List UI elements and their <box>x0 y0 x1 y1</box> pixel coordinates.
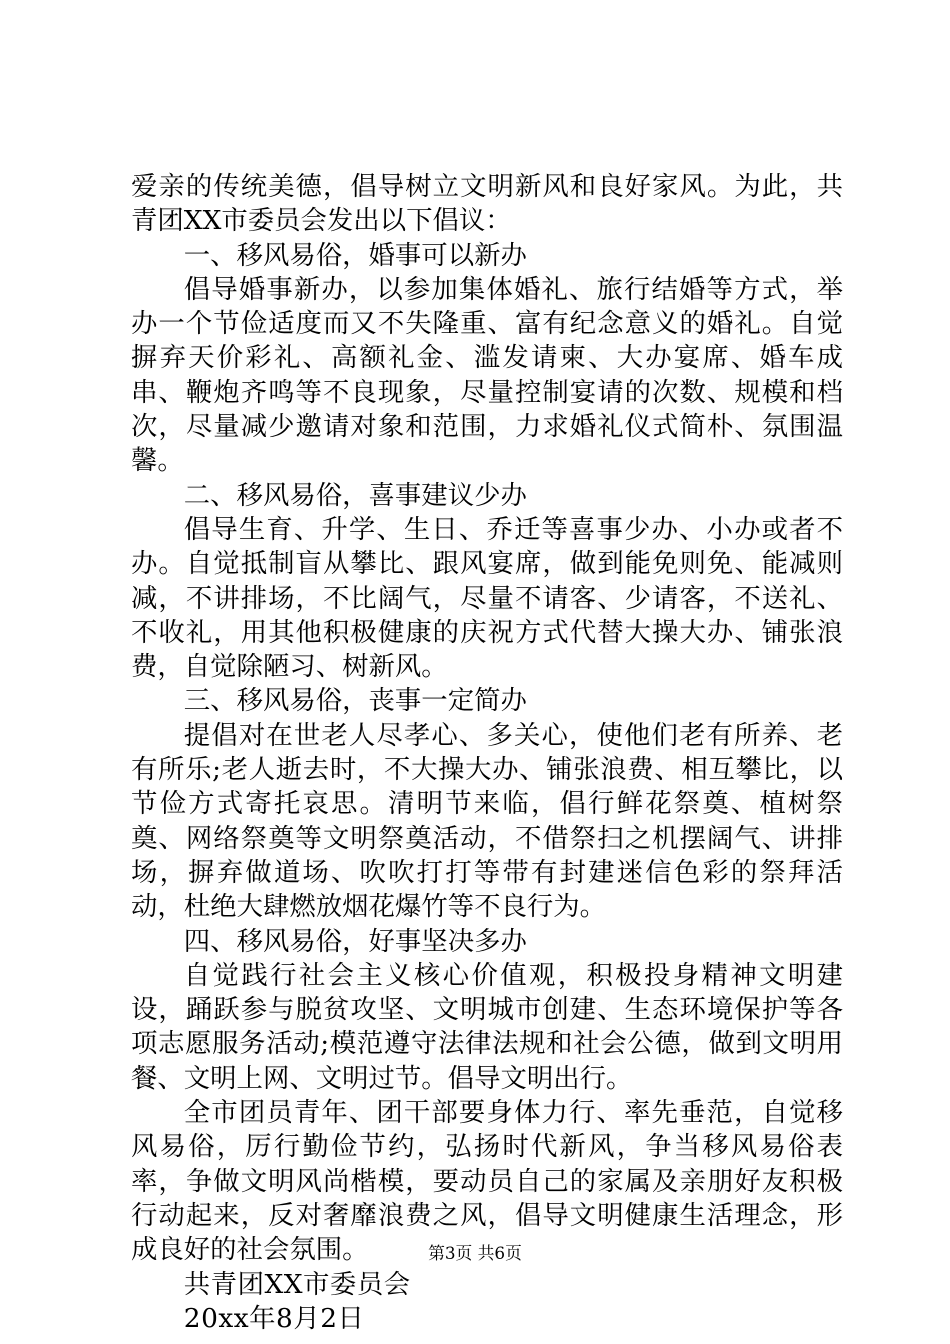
document-body <box>131 170 843 1336</box>
page-footer: 第3页 共6页 <box>428 1243 522 1263</box>
section-heading: 二、移风易俗，喜事建议少办 <box>183 479 527 511</box>
section-heading: 四、移风易俗，好事坚决多办 <box>183 925 527 957</box>
signature-line: 共青团XX市委员会 <box>183 1268 411 1300</box>
signature-line: 20xx年8月2日 <box>183 1302 365 1334</box>
section-heading: 一、移风易俗，婚事可以新办 <box>183 239 527 271</box>
paragraph: 全市团员青年、团干部要身体力行、率先垂范，自觉移风易俗，厉行勤俭节约，弘扬时代新风，争当移风易俗表率，争做文明风尚楷模，要动员自己的家属及亲朋好友积极行动起来，反对奢靡浪费之风，倡导文明健康生活理念，形成良好的社会氛围。 <box>131 1097 843 1266</box>
paragraph: 提倡对在世老人尽孝心、多关心，使他们老有所养、老有所乐;老人逝去时，不大操大办、铺张浪费、相互攀比，以节俭方式寄托哀思。清明节来临，倡行鲜花祭奠、植树祭奠、网络祭奠等文明祭奠活动，不借祭扫之机摆阔气、讲排场，摒弃做道场、吹吹打打等带有封建迷信色彩的祭拜活动，杜绝大肆燃放烟花爆竹等不良行为。 <box>131 719 843 923</box>
section-heading: 三、移风易俗，丧事一定简办 <box>183 685 527 717</box>
paragraph: 自觉践行社会主义核心价值观，积极投身精神文明建设，踊跃参与脱贫攻坚、文明城市创建、生态环境保护等各项志愿服务活动;模范遵守法律法规和社会公德，做到文明用餐、文明上网、文明过节。倡导文明出行。 <box>131 959 843 1094</box>
paragraph: 爱亲的传统美德，倡导树立文明新风和良好家风。为此，共青团XX市委员会发出以下倡议： <box>131 171 843 237</box>
paragraph: 倡导生育、升学、生日、乔迁等喜事少办、小办或者不办。自觉抵制盲从攀比、跟风宴席，做到能免则免、能减则减，不讲排场，不比阔气，尽量不请客、少请客，不送礼、不收礼，用其他积极健康的庆祝方式代替大操大办、铺张浪费，自觉除陋习、树新风。 <box>131 513 843 683</box>
paragraph: 倡导婚事新办，以参加集体婚礼、旅行结婚等方式，举办一个节俭适度而又不失隆重、富有纪念意义的婚礼。自觉摒弃天价彩礼、高额礼金、滥发请柬、大办宴席、婚车成串、鞭炮齐鸣等不良现象，尽量控制宴请的次数、规模和档次，尽量减少邀请对象和范围，力求婚礼仪式简朴、氛围温馨。 <box>131 273 843 477</box>
